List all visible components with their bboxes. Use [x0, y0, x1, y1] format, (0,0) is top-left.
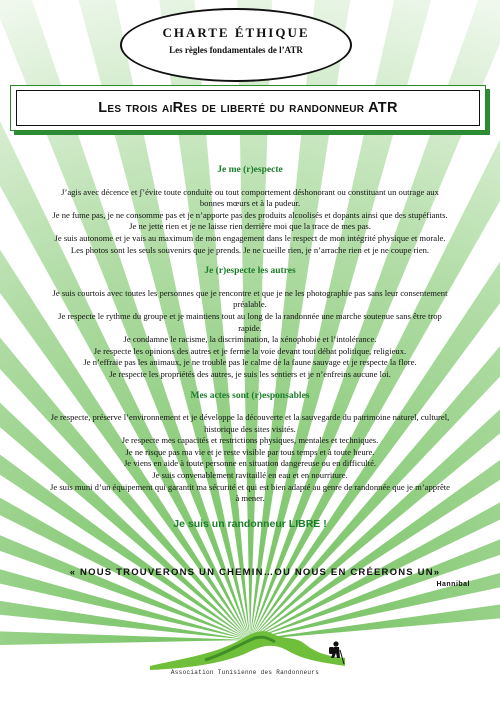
rule-line: Je suis convenablement ravitaillé en eau et en nourriture. — [152, 470, 348, 481]
title-band — [10, 85, 486, 131]
charter-oval — [120, 8, 352, 82]
section-heading: Je (r)especte les autres — [204, 266, 296, 277]
mountain-shape-icon — [150, 631, 345, 670]
rule-line: Je viens en aide à toute personne en situation dangereuse ou en difficulté. — [123, 458, 377, 469]
charter-content — [20, 165, 480, 530]
rule-line: Je ne fume pas, je ne consomme pas et je n’apporte pas des produits alcoolisés et dopants ainsi que des stupéfiants. — [52, 209, 448, 220]
rule-line: rapide. — [238, 322, 262, 333]
quote: « NOUS TROUVERONS UN CHEMIN…OU NOUS EN CRÉERONS UN» — [69, 567, 441, 578]
rule-line: Je suis courtois avec toutes les personnes que je rencontre et que je ne les photographie pas sans leur consentement — [52, 287, 448, 298]
rule-line: Je respecte les opinions des autres et je ferme la voie devant tout débat politique, religieux. — [93, 345, 407, 356]
rule-line: Je ne jette rien et je ne laisse rien derrière moi que la trace de mes pas. — [129, 221, 371, 232]
rule-line: Je suis muni d’un équipement qui garantit ma sécurité et qui est bien adapté au genre de randonnée que je m’apprête — [50, 481, 450, 492]
rule-line: bonnes mœurs et à la pudeur. — [199, 198, 301, 209]
rule-line: Je respecte les propriétés des autres, je suis les sentiers et je n’enfreins aucune loi. — [109, 368, 391, 379]
rule-line: Je respecte le rythme du groupe et je maintiens tout au long de la randonnée une marche soutenue sans être trop — [58, 310, 442, 321]
rule-line: préalable. — [233, 299, 267, 310]
section-heading: Mes actes sont (r)esponsables — [190, 390, 310, 401]
rule-line: Je respecte, préserve l’environnement et je développe la découverte et la sauvegarde du patrimoine naturel, culturel, — [50, 412, 450, 423]
rule-line: Je suis autonome et je vais au maximum de mon engagement dans le respect de mon intégrité physique et morale. — [54, 232, 446, 243]
section-respect-others — [20, 266, 480, 380]
charter-subtitle: Les règles fondamentales de l’ATR — [169, 45, 303, 55]
organization-name: Association Tunisienne des Randonneurs — [170, 669, 320, 676]
rule-line: Je n’effraie pas les animaux, je ne trouble pas le calme de la faune sauvage et je respecte la flore. — [83, 357, 417, 368]
rule-line: historique des sites visités. — [204, 423, 296, 434]
page-title: Les trois aiRes de liberté du randonneur ATR — [16, 90, 480, 126]
rule-line: à mener. — [235, 493, 265, 504]
quote-author: Hannibal — [436, 581, 470, 588]
rule-line: Je condamne le racisme, la discrimination, la xénophobie et l’intolérance. — [123, 334, 377, 345]
rule-line: Je ne risque pas ma vie et je reste visible par tous temps et à toute heure. — [125, 446, 375, 457]
section-responsible-acts — [20, 391, 480, 505]
rule-line: J’agis avec décence et ʃ’évite toute conduite ou tout comportement déshonorant ou constituant un outrage aux — [61, 186, 439, 197]
rule-line: Les photos sont les seuls souvenirs que je prends. Je ne cueille rien, je n’arrache rien et je ne coupe rien. — [70, 244, 430, 255]
section-heading: Je me (r)especte — [217, 165, 283, 175]
rule-line: Je respecte mes capacités et restrictions physiques, mentales et techniques. — [121, 435, 379, 446]
section-self-respect — [20, 165, 480, 256]
motto: Je suis un randonneur LIBRE ! — [173, 517, 327, 530]
charter-title: CHARTE ÉTHIQUE — [162, 25, 310, 40]
